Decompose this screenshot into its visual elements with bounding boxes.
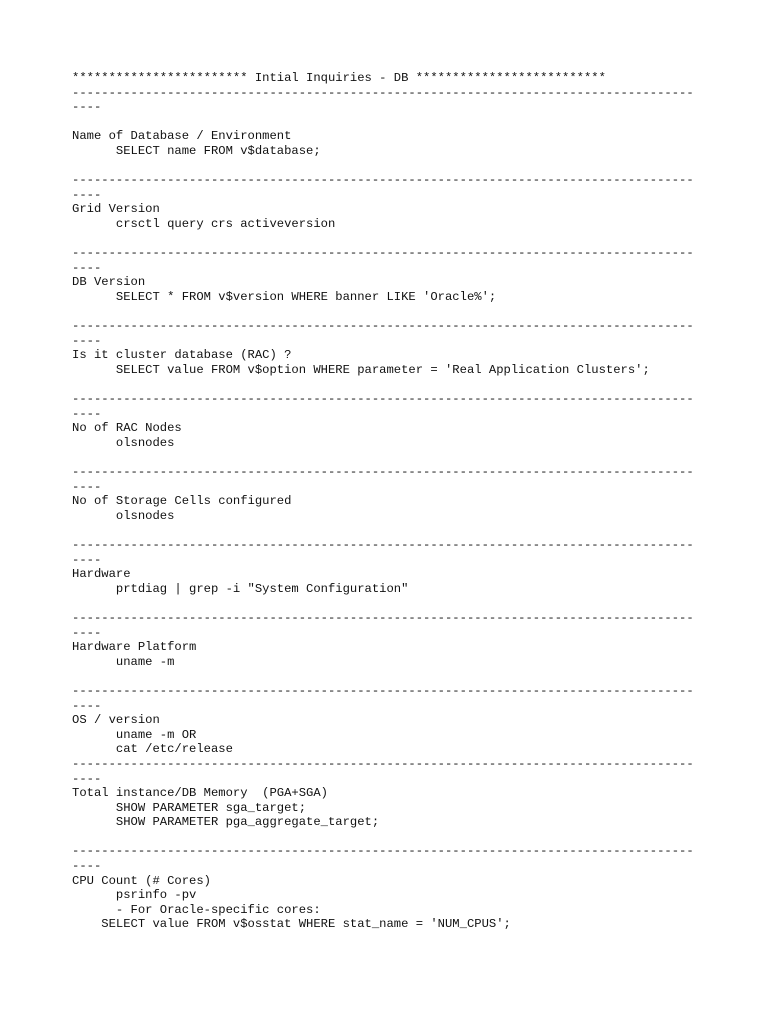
separator-tail: ---- [72, 698, 102, 713]
blank-line [72, 669, 712, 684]
separator-line: ------------------------------------------------------------------------------------- [72, 756, 694, 771]
document-page [72, 71, 712, 932]
command-line: SELECT * FROM v$version WHERE banner LIKE 'Oracle%'; [72, 289, 497, 304]
blank-line [72, 596, 712, 611]
command-line: psrinfo -pv [72, 888, 197, 903]
separator-tail: ---- [72, 260, 102, 275]
separator-tail: ---- [72, 771, 102, 786]
blank-line [72, 159, 712, 174]
separator-tail: ---- [72, 100, 102, 115]
blank-line [72, 377, 712, 392]
section-title: Hardware Platform [72, 640, 197, 655]
command-line: SELECT value FROM v$option WHERE parameter = 'Real Application Clusters'; [72, 362, 650, 377]
separator-line: ------------------------------------------------------------------------------------- [72, 538, 694, 552]
section-title: No of RAC Nodes [72, 421, 182, 436]
command-line: SHOW PARAMETER pga_aggregate_target; [72, 815, 380, 830]
section-title: Grid Version [72, 202, 160, 217]
separator-line: ------------------------------------------------------------------------------------- [72, 319, 694, 334]
command-line: uname -m OR [72, 727, 197, 742]
section-title: No of Storage Cells configured [72, 494, 292, 509]
separator-line: ------------------------------------------------------------------------------------- [72, 246, 694, 261]
separator-line: ------------------------------------------------------------------------------------- [72, 683, 694, 698]
separator-line: ------------------------------------------------------------------------------------- [72, 85, 694, 100]
separator-tail: ---- [72, 859, 102, 874]
section-title: CPU Count (# Cores) [72, 873, 211, 888]
blank-line [72, 450, 712, 465]
separator-tail: ---- [72, 552, 102, 567]
blank-line [72, 523, 712, 538]
separator-tail: ---- [72, 406, 102, 421]
command-line: olsnodes [72, 435, 175, 450]
document-header: ************************ Intial Inquiries - DB ************************** [72, 71, 606, 85]
command-line: - For Oracle-specific cores: [72, 902, 321, 917]
separator-line: ------------------------------------------------------------------------------------- [72, 173, 694, 188]
command-line: prtdiag | grep -i "System Configuration" [72, 581, 409, 596]
separator-tail: ---- [72, 333, 102, 348]
section-title: DB Version [72, 275, 146, 290]
section-title: OS / version [72, 713, 160, 728]
blank-line [72, 232, 712, 247]
blank-line [72, 830, 712, 845]
section-title: Is it cluster database (RAC) ? [72, 348, 292, 363]
command-line: crsctl query crs activeversion [72, 216, 336, 231]
section-title: Total instance/DB Memory (PGA+SGA) [72, 786, 328, 801]
command-line: SELECT value FROM v$osstat WHERE stat_name = 'NUM_CPUS'; [72, 917, 511, 932]
command-line: cat /etc/release [72, 742, 233, 757]
command-line: SHOW PARAMETER sga_target; [72, 800, 307, 815]
blank-line [72, 305, 712, 320]
separator-line: ------------------------------------------------------------------------------------- [72, 465, 694, 480]
command-line: uname -m [72, 654, 175, 669]
command-line: olsnodes [72, 508, 175, 523]
separator-line: ------------------------------------------------------------------------------------- [72, 392, 694, 407]
section-title: Hardware [72, 567, 131, 582]
separator-line: ------------------------------------------------------------------------------------- [72, 844, 694, 859]
separator-tail: ---- [72, 187, 102, 202]
blank-line [72, 115, 712, 130]
separator-line: ------------------------------------------------------------------------------------- [72, 610, 694, 625]
section-title: Name of Database / Environment [72, 129, 292, 144]
separator-tail: ---- [72, 479, 102, 494]
separator-tail: ---- [72, 625, 102, 640]
command-line: SELECT name FROM v$database; [72, 143, 321, 158]
